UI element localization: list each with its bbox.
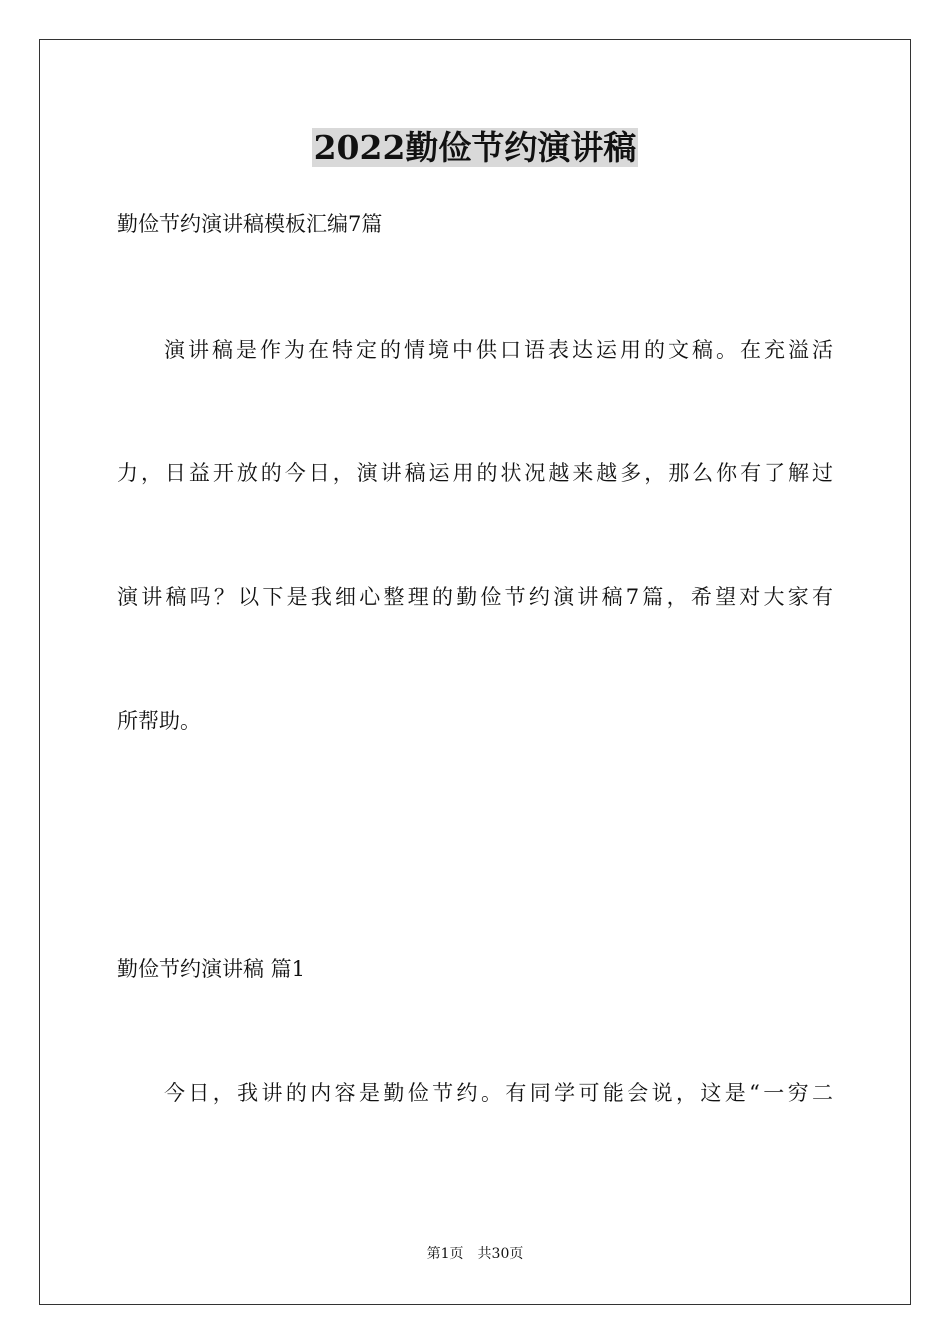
section-first-line: 今日，我讲的内容是勤俭节约。有同学可能会说，这是“一穷二 xyxy=(164,1081,833,1105)
footer-total-pages: 共30页 xyxy=(477,1246,524,1262)
page-footer xyxy=(0,1244,950,1264)
document-subtitle: 勤俭节约演讲稿模板汇编7篇 xyxy=(117,212,383,236)
document-title xyxy=(0,126,950,170)
section-heading: 勤俭节约演讲稿 篇1 xyxy=(117,957,306,981)
intro-line-1: 演讲稿是作为在特定的情境中供口语表达运用的文稿。在充溢活 xyxy=(164,338,833,362)
intro-line-2: 力，日益开放的今日，演讲稿运用的状况越来越多，那么你有了解过 xyxy=(117,461,833,485)
intro-line-3: 演讲稿吗？以下是我细心整理的勤俭节约演讲稿7篇，希望对大家有 xyxy=(117,585,833,609)
intro-line-4: 所帮助。 xyxy=(117,709,201,733)
footer-page-number: 第1页 xyxy=(426,1246,464,1262)
document-title-text: 2022勤俭节约演讲稿 xyxy=(313,128,637,167)
